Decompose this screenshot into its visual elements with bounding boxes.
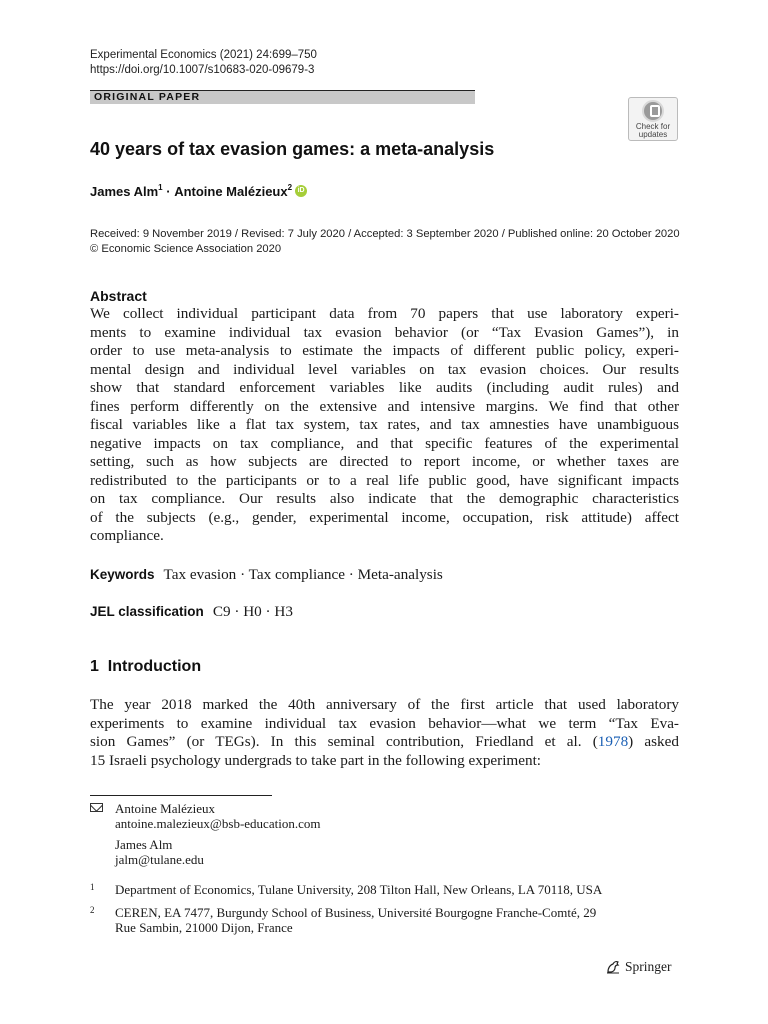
abstract-line: on tax compliance. Our results also indicate that the demographic characteristics	[90, 490, 679, 507]
intro-text-line: 15 Israeli psychology undergrads to take part in the following experiment:	[90, 751, 542, 769]
orcid-icon[interactable]: iD	[295, 185, 307, 197]
paper-title: 40 years of tax evasion games: a meta-analysis	[90, 139, 495, 159]
contact-name: Antoine Malézieux	[115, 801, 215, 816]
paper-type-label: ORIGINAL PAPER	[94, 91, 201, 103]
author-list	[90, 184, 307, 199]
intro-text-line: The year 2018 marked the 40th anniversary of the first article that used laboratory	[90, 696, 679, 713]
keywords-values: Tax evasion · Tax compliance · Meta-analysis	[163, 566, 443, 583]
affiliation-number: 2	[90, 905, 95, 915]
abstract-line: fines perform differently on the extensive and intensive margins. We find that other	[90, 397, 679, 415]
check-updates-line2: updates	[638, 130, 668, 139]
springer-horse-icon	[605, 959, 621, 975]
contact-email[interactable]: jalm@tulane.edu	[115, 852, 204, 867]
section-heading-introduction: 1 Introduction	[90, 658, 202, 675]
author-name[interactable]: Antoine Malézieux	[174, 184, 288, 199]
jel-values: C9 · H0 · H3	[212, 603, 293, 620]
footnote-divider	[90, 795, 272, 796]
abstract-line: order to use meta-analysis to estimate the impacts of different public policy, experi-	[90, 342, 679, 359]
intro-text-line	[90, 733, 679, 752]
abstract-line: setting, such as how subjects are directed to report income, or whether taxes are	[90, 453, 679, 470]
abstract-line: ments to examine individual tax evasion behavior (or “Tax Evasion Games”), in	[90, 323, 679, 341]
check-updates-text	[636, 123, 670, 139]
author-separator: ·	[162, 184, 175, 199]
publication-dates: Received: 9 November 2019 / Revised: 7 July 2020 / Accepted: 3 September 2020 / Published online: 20 October 2020	[90, 228, 680, 240]
bookmark-icon	[642, 100, 664, 122]
intro-text-line: experiments to examine individual tax evasion behavior—what we term “Tax Eva-	[90, 714, 679, 732]
contact-name: James Alm	[115, 837, 173, 852]
abstract-heading: Abstract	[90, 288, 147, 304]
affiliation-text: Rue Sambin, 21000 Dijon, France	[115, 920, 293, 935]
abstract-line: negative impacts on tax compliance, and that specific features of the experimental	[90, 434, 679, 452]
intro-text-segment: ) asked	[628, 733, 679, 750]
affiliation-text: CEREN, EA 7477, Burgundy School of Business, Université Bourgogne Franche-Comté, 29	[115, 905, 597, 920]
springer-logo	[605, 959, 672, 975]
affiliation-number: 1	[90, 882, 95, 892]
abstract-line: compliance.	[90, 527, 164, 544]
jel-section	[90, 603, 293, 621]
citation-link[interactable]: 1978	[597, 733, 629, 750]
check-updates-line1: Check for	[635, 122, 671, 131]
affiliation-text: Department of Economics, Tulane University, 208 Tilton Hall, New Orleans, LA 70118, USA	[115, 882, 603, 897]
journal-reference: Experimental Economics (2021) 24:699–750	[90, 49, 317, 61]
check-for-updates-badge[interactable]	[628, 97, 678, 141]
jel-label: JEL classification	[90, 604, 204, 619]
author-name[interactable]: James Alm	[90, 184, 159, 199]
copyright-notice: © Economic Science Association 2020	[90, 243, 282, 255]
abstract-line: mental design and individual level variables on tax evasion choices. Our results	[90, 360, 679, 378]
abstract-line: fiscal variables like a flat tax system, tax rates, and tax amnesties have unambiguous	[90, 416, 679, 433]
publisher-name: Springer	[625, 959, 672, 974]
author-affiliation-marker: 1	[158, 183, 163, 192]
intro-text-segment: sion Games” (or TEGs). In this seminal contribution, Friedland et al. (	[90, 733, 598, 750]
doi-link[interactable]: https://doi.org/10.1007/s10683-020-09679-3	[90, 64, 315, 76]
envelope-icon	[90, 803, 103, 812]
keywords-section	[90, 566, 443, 584]
contact-email[interactable]: antoine.malezieux@bsb-education.com	[115, 816, 321, 831]
author-affiliation-marker: 2	[287, 183, 293, 192]
abstract-line: redistributed to the participants or to a real life public good, have significant impacts	[90, 471, 679, 489]
abstract-line: We collect individual participant data from 70 papers that use laboratory experi-	[90, 305, 679, 322]
paper-type-bar	[90, 90, 475, 104]
keywords-label: Keywords	[90, 567, 155, 582]
abstract-line: show that standard enforcement variables like audits (including audit rules) and	[90, 379, 679, 396]
abstract-line: of the subjects (e.g., gender, experimental income, occupation, risk attitude) affect	[90, 508, 679, 526]
